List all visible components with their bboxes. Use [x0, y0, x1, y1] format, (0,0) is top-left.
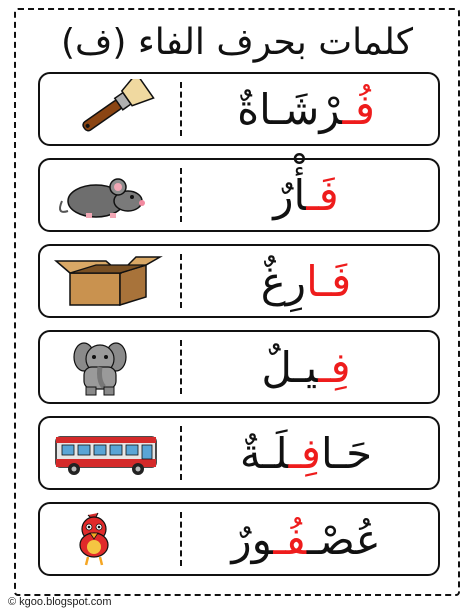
card-divider: [180, 512, 182, 566]
word-card-bird: [38, 502, 440, 576]
word-prefix: حَـا: [321, 429, 373, 478]
word-sparrow: [190, 504, 422, 574]
box-icon: [48, 251, 172, 311]
card-divider: [180, 168, 182, 222]
word-mouse: [190, 160, 422, 230]
paintbrush-icon: [48, 79, 172, 139]
letter-fa-highlight: فَـ: [306, 171, 339, 220]
word-card-bus: [38, 416, 440, 490]
word-elephant: [190, 332, 422, 402]
card-divider: [180, 254, 182, 308]
word-prefix: عُصْـ: [306, 515, 381, 564]
word-card-elephant: [38, 330, 440, 404]
word-card-mouse: [38, 158, 440, 232]
word-remainder: ورٌ: [231, 515, 274, 564]
letter-fa-highlight: فِـ: [288, 429, 322, 478]
word-remainder: أْرٌ: [273, 171, 307, 220]
worksheet-title: كلمات بحرف الفاء (ف): [61, 22, 413, 63]
word-remainder: يـلٌ: [261, 343, 319, 392]
word-brush: [190, 74, 422, 144]
site-credit: © kgoo.blogspot.com: [8, 596, 112, 608]
card-divider: [180, 340, 182, 394]
word-remainder: رِغٌ: [260, 257, 307, 306]
worksheet-border: [14, 8, 460, 596]
word-bus: [190, 418, 422, 488]
letter-fa-highlight: فُـ: [273, 515, 307, 564]
word-remainder: لَـةٌ: [239, 429, 289, 478]
card-divider: [180, 426, 182, 480]
word-empty: [190, 246, 422, 316]
word-card-box: [38, 244, 440, 318]
bird-icon: [48, 509, 172, 569]
letter-fa-highlight: فِـ: [318, 343, 351, 392]
card-divider: [180, 82, 182, 136]
mouse-icon: [48, 165, 172, 225]
elephant-icon: [48, 337, 172, 397]
bus-icon: [48, 423, 172, 483]
word-card-brush: [38, 72, 440, 146]
letter-fa-highlight: فَـا: [306, 257, 352, 306]
word-remainder: رْشَـاةٌ: [237, 85, 343, 134]
letter-fa-highlight: فُـ: [342, 85, 375, 134]
